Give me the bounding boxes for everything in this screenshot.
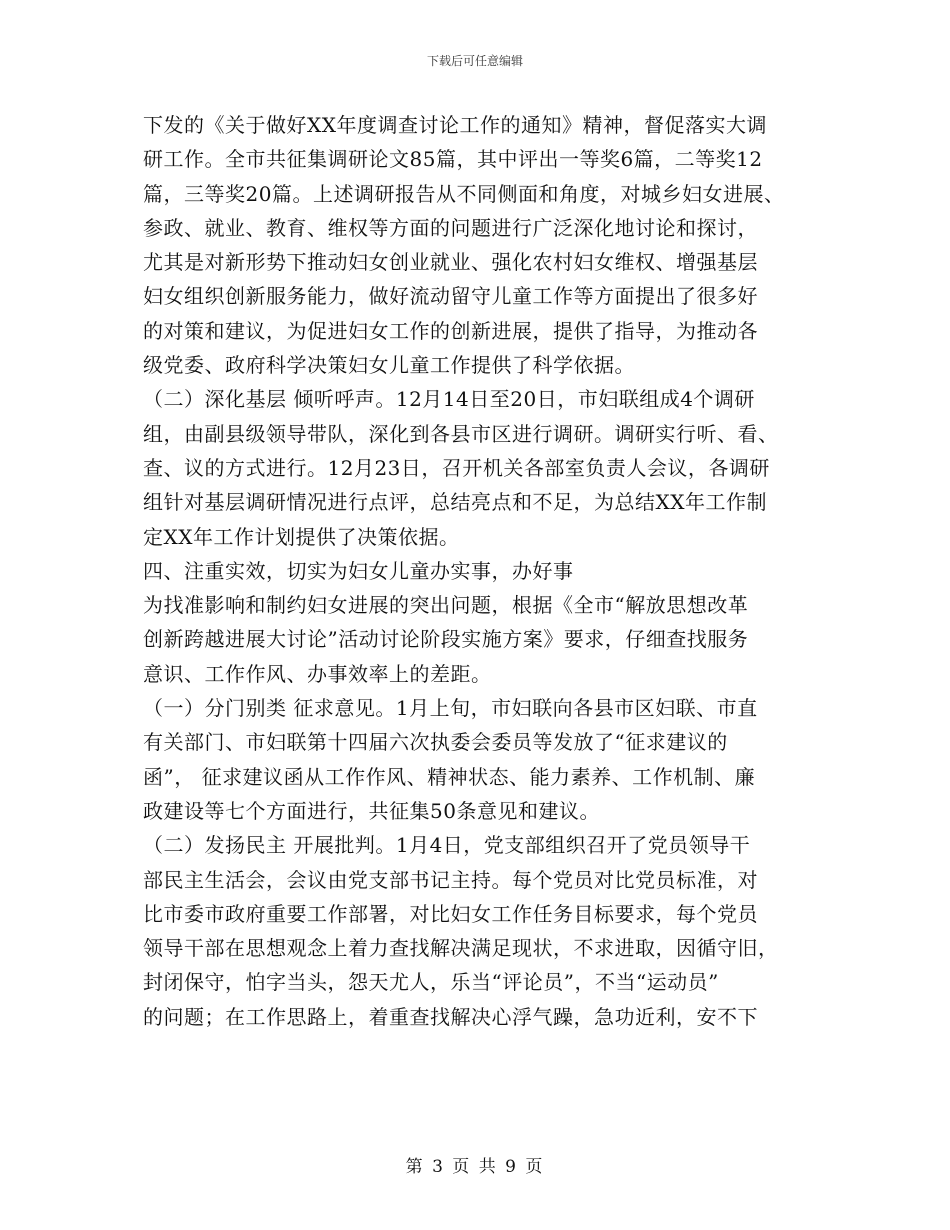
text-line: 为找准影响和制约妇女进展的突出问题，根据《全市“解放思想改革: [143, 593, 749, 618]
text-line: 定XX年工作计划提供了决策依据。: [143, 524, 460, 549]
text-line: 参政、就业、教育、维权等方面的问题进行广泛深化地讨论和探讨，: [143, 215, 758, 240]
text-line: 组针对基层调研情况进行点评，总结亮点和不足，为总结XX年工作制: [143, 490, 767, 515]
body-text: [143, 108, 823, 1034]
footer-current-page: 3: [432, 1157, 445, 1177]
text-line: 级党委、政府科学决策妇女儿童工作提供了科学依据。: [143, 353, 635, 378]
text-line: 篇，三等奖20篇。上述调研报告从不同侧面和角度，对城乡妇女进展、: [143, 181, 785, 206]
text-line: 比市委市政府重要工作部署，对比妇女工作任务目标要求，每个党员: [143, 901, 758, 926]
page-header-note: 下载后可任意编辑: [426, 54, 523, 68]
section-heading: （二）深化基层 倾听呼声。12月14日至20日，市妇联组成4个调研: [143, 387, 755, 412]
text-line: 政建设等七个方面进行，共征集50条意见和建议。: [143, 798, 600, 823]
text-line: 创新跨越进展大讨论”活动讨论阶段实施方案》要求，仔细查找服务: [143, 627, 749, 652]
text-line: 组，由副县级领导带队，深化到各县市区进行调研。调研实行听、看、: [143, 421, 779, 446]
text-line: 的问题；在工作思路上，着重查找解决心浮气躁，急功近利，安不下: [143, 1004, 758, 1029]
text-line: 有关部门、市妇联第十四届六次执委会委员等发放了“征求建议的: [143, 730, 728, 755]
text-line: 尤其是对新形势下推动妇女创业就业、强化农村妇女维权、增强基层: [143, 250, 758, 275]
text-line: 研工作。全市共征集调研论文85篇，其中评出一等奖6篇，二等奖12: [143, 147, 763, 172]
footer-suffix: 页: [525, 1157, 545, 1177]
footer-mid: 页 共: [452, 1157, 498, 1177]
footer-total-pages: 9: [505, 1157, 518, 1177]
footer-prefix: 第: [405, 1157, 425, 1177]
text-line: 封闭保守，怕字当头，怨天尤人，乐当“评论员”，不当“运动员”: [143, 970, 719, 995]
text-line: 意识、工作作风、办事效率上的差距。: [143, 661, 492, 686]
section-heading: 四、注重实效，切实为妇女儿童办实事，办好事: [143, 558, 574, 583]
section-heading: （二）发扬民主 开展批判。1月4日，党支部组织召开了党员领导干: [143, 833, 751, 858]
text-line: 查、议的方式进行。12月23日，召开机关各部室负责人会议，各调研: [143, 455, 770, 480]
text-line: 下发的《关于做好XX年度调查讨论工作的通知》精神，督促落实大调: [143, 113, 767, 137]
page-footer: [0, 1152, 950, 1177]
text-line: 妇女组织创新服务能力，做好流动留守儿童工作等方面提出了很多好: [143, 284, 758, 309]
text-line: 函”， 征求建议函从工作作风、精神状态、能力素养、工作机制、廉: [143, 764, 756, 789]
text-line: 领导干部在思想观念上着力查找解决满足现状，不求进取，因循守旧，: [143, 936, 779, 961]
section-heading: （一）分门别类 征求意见。1月上旬，市妇联向各县市区妇联、市直: [143, 696, 758, 721]
text-line: 的对策和建议，为促进妇女工作的创新进展，提供了指导，为推动各: [143, 318, 758, 343]
text-line: 部民主生活会，会议由党支部书记主持。每个党员对比党员标准，对: [143, 867, 758, 892]
